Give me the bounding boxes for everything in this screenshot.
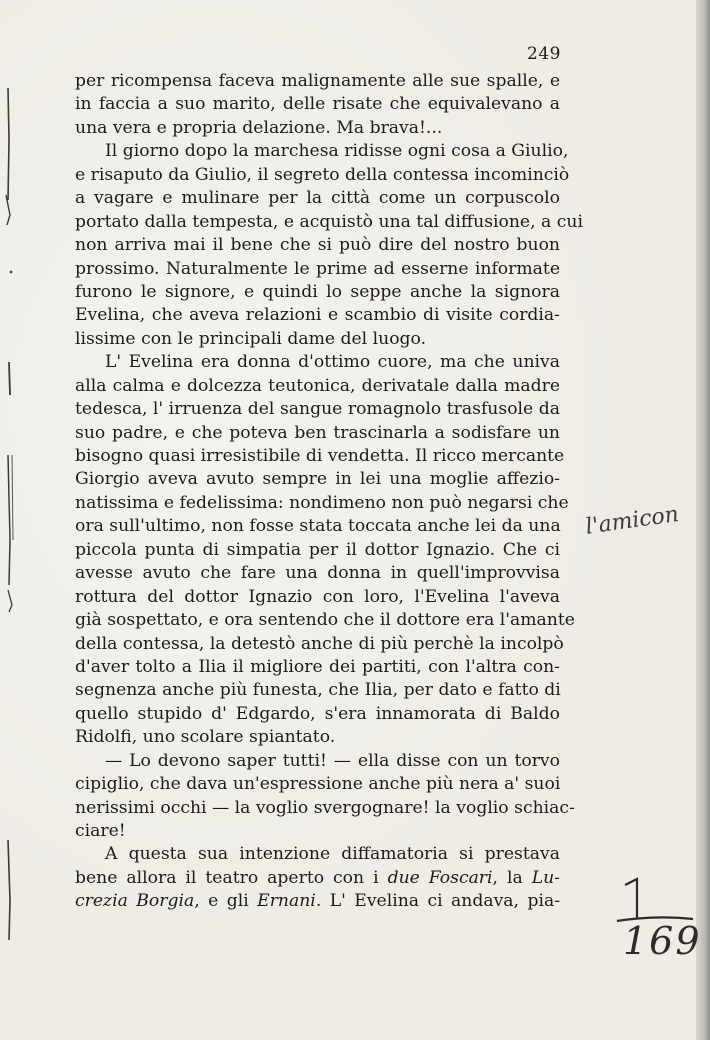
- text-line: Giorgio aveva avuto sempre in lei una moglie affezio-: [75, 469, 560, 490]
- text-line: suo padre, e che poteva ben trascinarla a sodisfare un: [75, 422, 560, 443]
- text-line: rottura del dottor Ignazio con loro, l'Evelina l'aveva: [75, 586, 560, 607]
- text-line: nerissimi occhi — la voglio svergognare! la voglio schiac-: [75, 797, 575, 818]
- text-line: della contessa, la detestò anche di più perchè la incolpò: [75, 633, 564, 654]
- text-line: A questa sua intenzione diffamatoria si prestava: [105, 844, 560, 865]
- text-line: avesse avuto che fare una donna in quell'improvvisa: [75, 563, 560, 584]
- text-line: cipiglio, che dava un'espressione anche più nera a' suoi: [75, 774, 561, 795]
- folio-text: 169: [623, 919, 702, 963]
- text-line: lissime con le principali dame del luogo.: [75, 328, 427, 349]
- text-line: ciare!: [75, 821, 126, 841]
- folio-stroke-icon: [615, 875, 695, 925]
- handwritten-folio-number: [615, 875, 702, 995]
- text-line: quello stupido d' Edgardo, s'era innamorata di Baldo: [75, 703, 560, 724]
- page-edge-shadow: [696, 0, 710, 1040]
- page-number: 249: [527, 44, 561, 64]
- text-line: già sospettato, e ora sentendo che il dottore era l'amante: [75, 610, 575, 631]
- text-line: alla calma e dolcezza teutonica, derivatale dalla madre: [75, 375, 560, 396]
- text-line: a vagare e mulinare per la città come un corpuscolo: [75, 188, 560, 209]
- text-line: tedesca, l' irruenza del sangue romagnolo trasfusole da: [75, 399, 560, 420]
- text-line: Il giorno dopo la marchesa ridisse ogni cosa a Giulio,: [105, 141, 569, 162]
- text-line: bisogno quasi irresistibile di vendetta. Il ricco mercante: [75, 446, 565, 466]
- text-line: per ricompensa faceva malignamente alle sue spalle, e: [75, 71, 560, 91]
- text-line: portato dalla tempesta, e acquistò una tal diffusione, a cui: [75, 211, 583, 232]
- text-line: natissima e fedelissima: nondimeno non può negarsi che: [75, 492, 569, 513]
- text-line: d'aver tolto a Ilia il migliore dei partiti, con l'altra con-: [75, 656, 560, 677]
- handwritten-margin-note: l'amicon: [584, 501, 681, 540]
- text-line: — Lo devono saper tutti! — ella disse con un torvo: [105, 750, 560, 771]
- text-line: piccola punta di simpatia per il dottor Ignazio. Che ci: [75, 539, 560, 560]
- body-text: [75, 70, 583, 914]
- text-line: Evelina, che aveva relazioni e scambio di visite cordia-: [75, 305, 560, 326]
- text-line: bene allora il teatro aperto con i due Foscari, la Lu-: [75, 867, 560, 888]
- text-line: prossimo. Naturalmente le prime ad esserne informate: [75, 258, 560, 279]
- text-line: in faccia a suo marito, delle risate che equivalevano a: [75, 94, 560, 115]
- text-line: non arriva mai il bene che si può dire del nostro buon: [75, 235, 560, 256]
- text-line: L' Evelina era donna d'ottimo cuore, ma che univa: [105, 352, 560, 373]
- text-line: Ridolfi, uno scolare spiantato.: [75, 727, 336, 748]
- text-line: una vera e propria delazione. Ma brava!...: [75, 117, 443, 138]
- text-line: crezia Borgia, e gli Ernani. L' Evelina ci andava, pia-: [75, 891, 561, 912]
- left-margin-marks: [0, 0, 30, 1040]
- text-line: segnenza anche più funesta, che Ilia, per dato e fatto di: [75, 680, 561, 701]
- text-line: ora sull'ultimo, non fosse stata toccata anche lei da una: [75, 516, 561, 537]
- text-line: e risaputo da Giulio, il segreto della contessa incominciò: [75, 164, 570, 185]
- text-line: furono le signore, e quindi lo seppe anche la signora: [75, 281, 560, 302]
